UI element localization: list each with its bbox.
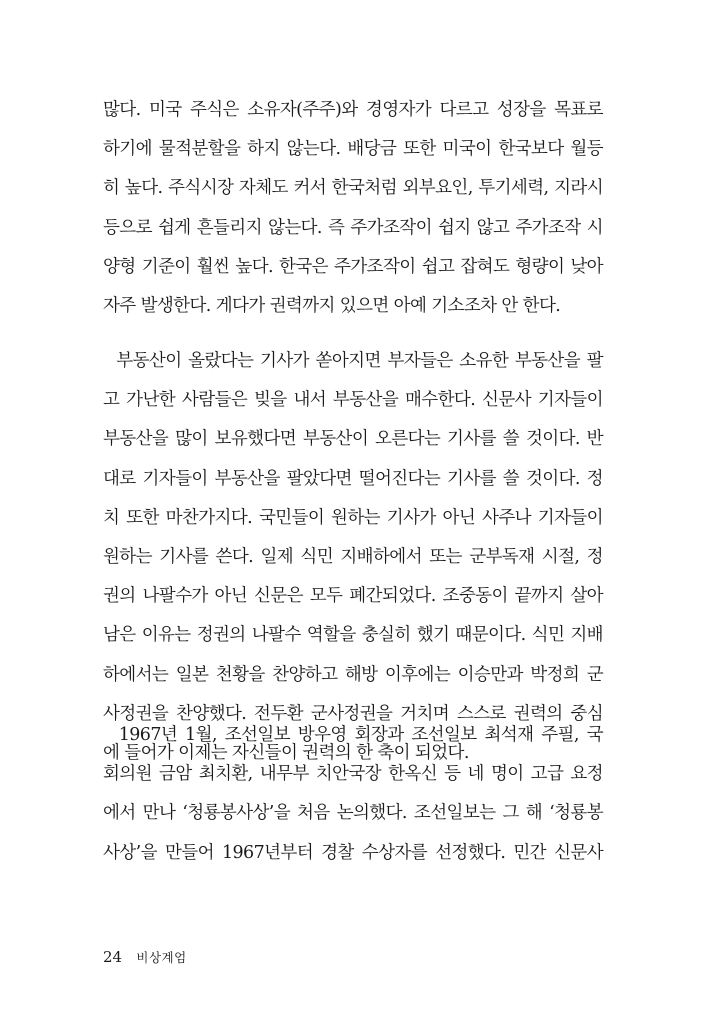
text-line: 에 들어가 이제는 자신들이 권력의 한 축이 되었다. <box>103 742 469 763</box>
text-line: 양형 기준이 훨씬 높다. 한국은 주가조작이 쉽고 잡혀도 형량이 낮아 <box>103 256 603 277</box>
text-line: 부동산이 올랐다는 기사가 쏟아지면 부자들은 소유한 부동산을 팔 <box>103 351 603 371</box>
text-line: 등으로 쉽게 흔들리지 않는다. 즉 주가조작이 쉽지 않고 주가조작 시 <box>103 217 603 238</box>
text-line: 권의 나팔수가 아닌 신문은 모두 폐간되었다. 조중동이 끝까지 살아 <box>103 586 603 607</box>
paragraph-2 <box>103 342 603 773</box>
text-line: 원하는 기사를 쓴다. 일제 식민 지배하에서 또는 군부독재 시절, 정 <box>103 546 603 567</box>
text-line: 히 높다. 주식시장 자체도 커서 한국처럼 외부요인, 투기세력, 지라시 <box>103 178 603 199</box>
text-line: 부동산을 많이 보유했다면 부동산이 오른다는 기사를 쓸 것이다. 반 <box>103 429 603 450</box>
text-line: 1967년 1월, 조선일보 방우영 회장과 조선일보 최석재 주필, 국 <box>103 725 603 745</box>
text-line: 고 가난한 사람들은 빚을 내서 부동산을 매수한다. 신문사 기자들이 <box>103 390 603 411</box>
text-line: 자주 발생한다. 게다가 권력까지 있으면 아예 기소조차 안 한다. <box>103 295 561 316</box>
book-title: 비상계엄 <box>136 950 187 965</box>
text-line: 사상’을 만들어 1967년부터 경찰 수상자를 선정했다. 민간 신문사 <box>103 842 603 863</box>
page-footer <box>103 948 187 966</box>
text-line: 하에서는 일본 천황을 찬양하고 해방 이후에는 이승만과 박정희 군 <box>103 664 603 685</box>
paragraph-3 <box>103 716 603 873</box>
text-line: 많다. 미국 주식은 소유자(주주)와 경영자가 다르고 성장을 목표로 <box>103 100 603 120</box>
text-line: 하기에 물적분할을 하지 않는다. 배당금 또한 미국이 한국보다 월등 <box>103 139 603 160</box>
page-number: 24 <box>103 948 123 966</box>
paragraph-1 <box>103 91 603 326</box>
text-line: 사정권을 찬양했다. 전두환 군사정권을 거치며 스스로 권력의 중심 <box>103 703 603 724</box>
text-line: 치 또한 마찬가지다. 국민들이 원하는 기사가 아닌 사주나 기자들이 <box>103 507 603 528</box>
text-line: 대로 기자들이 부동산을 팔았다면 떨어진다는 기사를 쓸 것이다. 정 <box>103 468 603 489</box>
text-line: 회의원 금암 최치환, 내무부 치안국장 한옥신 등 네 명이 고급 요정 <box>103 764 603 785</box>
text-line: 에서 만나 ‘청룡봉사상’을 처음 논의했다. 조선일보는 그 해 ‘청룡봉 <box>103 803 603 824</box>
text-line: 남은 이유는 정권의 나팔수 역할을 충실히 했기 때문이다. 식민 지배 <box>103 625 603 646</box>
